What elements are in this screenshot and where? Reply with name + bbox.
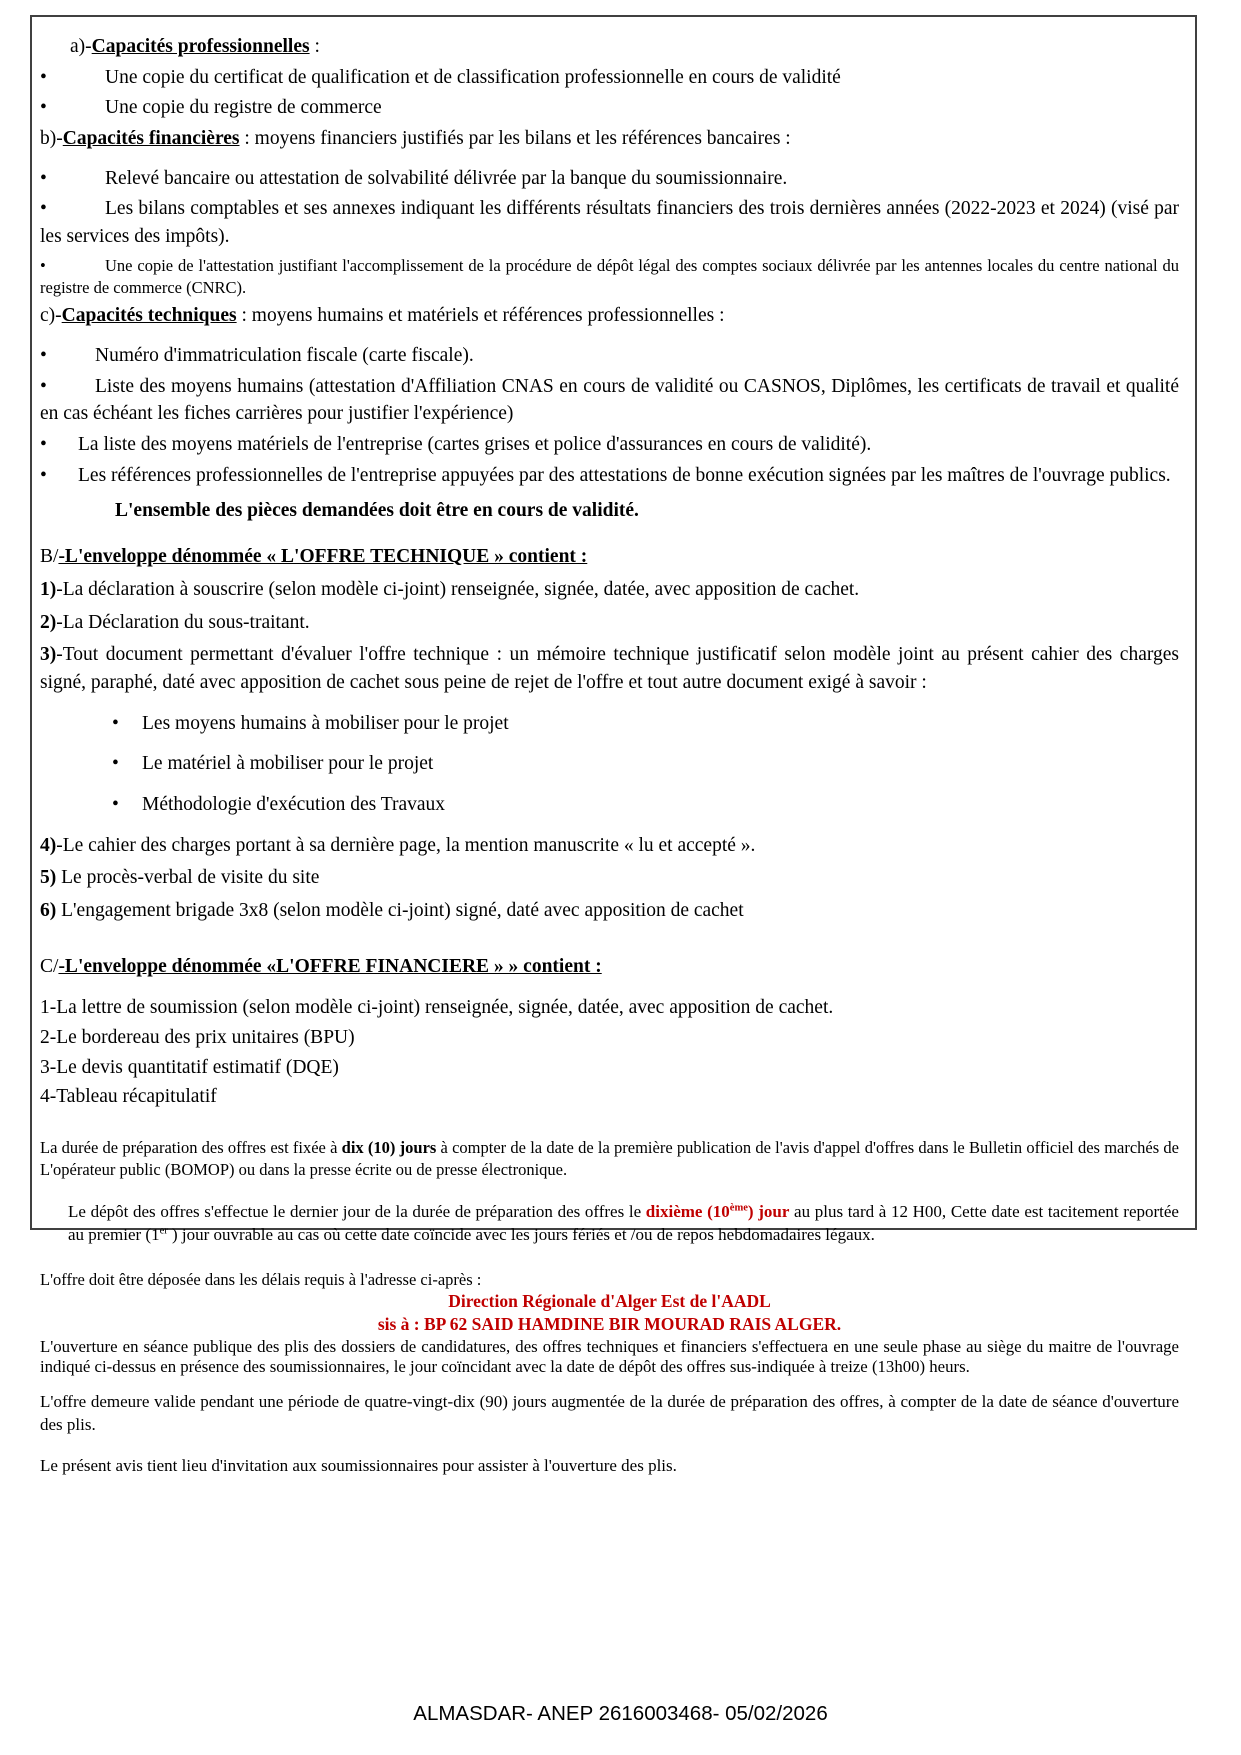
section-c-heading: [40, 302, 1179, 330]
bullet-icon: •: [40, 66, 47, 88]
numbered-item: [40, 641, 1179, 696]
list-item: [40, 255, 1179, 299]
sub-list-item-text: Les moyens humains à mobiliser pour le projet: [142, 712, 509, 734]
paragraph-text: La durée de préparation des offres est fixée à: [40, 1138, 342, 1158]
bullet-icon: •: [112, 753, 119, 775]
list-item-text: Numéro d'immatriculation fiscale (carte fiscale).: [95, 345, 474, 367]
bullet-icon: •: [112, 712, 119, 734]
section-b-heading: [40, 125, 1179, 153]
numbered-item: [40, 609, 1179, 637]
list-item-text: Une copie du registre de commerce: [105, 97, 382, 119]
numbered-item: [40, 576, 1179, 604]
list-item-text: Les références professionnelles de l'entreprise appuyées par des attestations de bonne exécution signées par les maîtres de l'ouvrage publics.: [78, 464, 1171, 486]
list-item-text: La liste des moyens matériels de l'entreprise (cartes grises et police d'assurances en cours de validité).: [78, 434, 872, 456]
section-b-prefix: b)-: [40, 128, 63, 150]
sub-list-item: [112, 710, 1179, 738]
bullet-icon: •: [40, 198, 47, 220]
validity-note: L'ensemble des pièces demandées doit être en cours de validité.: [115, 500, 639, 522]
bullet-icon: •: [40, 434, 47, 456]
item-text: -La Déclaration du sous-traitant.: [56, 611, 310, 633]
paragraph-text: Le dépôt des offres s'effectue le dernier jour de la durée de préparation des offres le: [68, 1201, 646, 1221]
item-text: -Tout document permettant d'évaluer l'offre technique : un mémoire technique justificatif selon modèle joint au présent cahier des charges signé, paraphé, daté avec apposition de cachet sous peine de rejet de l'offre et tout autre document exigé à savoir :: [40, 644, 1179, 693]
numbered-item: 3-Le devis quantitatif estimatif (DQE): [40, 1056, 339, 1078]
list-item: [40, 373, 1179, 428]
offre-financiere-title: -L'enveloppe dénommée «L'OFFRE FINANCIERE » » contient :: [58, 955, 602, 977]
list-item: [40, 165, 1179, 193]
item-number: 1): [40, 578, 57, 600]
numbered-item: 1-La lettre de soumission (selon modèle ci-joint) renseignée, signée, datée, avec apposition de cachet.: [40, 997, 834, 1019]
list-item-text: Une copie de l'attestation justifiant l'accomplissement de la procédure de dépôt légal des comptes sociaux délivrée par les antennes locales du centre national du registre de commerce (CNRC).: [40, 255, 1179, 297]
publication-footer: ALMASDAR- ANEP 2616003468- 05/02/2026: [413, 1702, 828, 1725]
address-intro-paragraph: L'offre doit être déposée dans les délais requis à l'adresse ci-après :: [40, 1269, 482, 1289]
paragraph-text: à compter de la date de la première publication de l'avis d'appel d'offres dans le Bulletin officiel des marchés de L'opérateur public (BOMOP) ou dans la presse écrite ou de presse électronique.: [40, 1138, 1179, 1179]
section-a-suffix: :: [309, 36, 320, 57]
list-item: [40, 462, 1179, 490]
offre-financiere-heading: [40, 953, 1179, 981]
numbered-item: 2-Le bordereau des prix unitaires (BPU): [40, 1027, 355, 1049]
section-a-prefix: a)-: [70, 36, 92, 57]
list-item-text: Les bilans comptables et ses annexes indiquant les différents résultats financiers des trois dernières années (2022-2023 et 2024) (visé par les services des impôts).: [40, 198, 1179, 248]
document-border-frame: [30, 15, 1197, 1475]
item-number: 6): [40, 900, 57, 922]
offre-technique-heading: [40, 543, 1179, 571]
bullet-icon: •: [40, 464, 47, 486]
list-item-text: Relevé bancaire ou attestation de solvabilité délivrée par la banque du soumissionnaire.: [105, 167, 788, 189]
section-b-suffix: : moyens financiers justifiés par les bilans et les références bancaires :: [239, 128, 791, 150]
list-item: [40, 94, 1179, 122]
list-item: [40, 342, 1179, 370]
section-b-title: Capacités financières: [62, 128, 240, 150]
sub-list-item: [112, 750, 1179, 778]
item-text: Le procès-verbal de visite du site: [56, 867, 320, 889]
item-number: 3): [40, 644, 57, 666]
section-c-suffix: : moyens humains et matériels et références professionnelles :: [236, 305, 725, 327]
list-item: [40, 64, 1179, 92]
list-item: [40, 195, 1179, 250]
numbered-item: [40, 897, 1179, 925]
item-text: -La déclaration à souscrire (selon modèle ci-joint) renseignée, signée, datée, avec apposition de cachet.: [56, 578, 860, 600]
paragraph-text: ) jour ouvrable au cas où cette date coïncide avec les jours fériés et /ou de repos hebdomadaires légaux.: [167, 1224, 875, 1244]
numbered-item: [40, 864, 1179, 892]
sub-list-item: [112, 791, 1179, 819]
section-a-title: Capacités professionnelles: [91, 36, 310, 57]
opening-session-paragraph: L'ouverture en séance publique des plis des dossiers de candidatures, des offres techniques et financiers s'effectuera en une seule phase au siège du maitre de l'ouvrage indiqué ci-dessus en présence des soumissionnaires, le jour coïncidant avec la date de dépôt des offres sus-indiquée à treize (13h00) heurs.: [40, 1336, 1179, 1376]
list-item-text: Liste des moyens humains (attestation d'Affiliation CNAS en cours de validité ou CASNOS, Diplômes, les certificats de travail et qualité en cas échéant les fiches carrières pour justifier l'expérience): [40, 375, 1179, 425]
section-a-heading: [70, 33, 1179, 61]
bullet-icon: •: [40, 167, 47, 189]
address-line-2: sis à : BP 62 SAID HAMDINE BIR MOURAD RAIS ALGER.: [377, 1314, 842, 1335]
deposit-paragraph: [68, 1201, 1179, 1247]
sub-list-item-text: Le matériel à mobiliser pour le projet: [142, 753, 434, 775]
list-item-text: Une copie du certificat de qualification et de classification professionnelle en cours de validité: [105, 66, 841, 88]
item-number: 5): [40, 867, 57, 889]
item-text: L'engagement brigade 3x8 (selon modèle ci-joint) signé, daté avec apposition de cachet: [56, 900, 744, 922]
offer-validity-paragraph: L'offre demeure valide pendant une période de quatre-vingt-dix (90) jours augmentée de la durée de préparation des offres, à compter de la date de séance d'ouverture des plis.: [40, 1391, 1179, 1434]
offre-financiere-prefix: C/: [40, 955, 59, 977]
offre-technique-prefix: B/: [40, 546, 59, 568]
bullet-icon: •: [40, 345, 47, 367]
deadline-highlight: dixième (10ème) jour: [645, 1201, 790, 1221]
paragraph-text: au plus tard à 12 H00, Cette date est tacitement reportée au premier (1: [68, 1201, 1179, 1244]
invitation-paragraph: Le présent avis tient lieu d'invitation aux soumissionnaires pour assister à l'ouverture des plis.: [40, 1455, 677, 1475]
preparation-duration-paragraph: [40, 1137, 1179, 1181]
bullet-icon: •: [40, 375, 47, 397]
offre-technique-title: -L'enveloppe dénommée « L'OFFRE TECHNIQUE » contient :: [58, 546, 588, 568]
list-item: [40, 431, 1179, 459]
sub-list-item-text: Méthodologie d'exécution des Travaux: [142, 793, 446, 815]
bullet-icon: •: [40, 255, 46, 275]
address-line-1: Direction Régionale d'Alger Est de l'AADL: [448, 1291, 771, 1312]
item-number: 2): [40, 611, 57, 633]
section-c-prefix: c)-: [40, 305, 62, 327]
item-number: 4): [40, 834, 57, 856]
duration-highlight: dix (10) jours: [341, 1138, 437, 1158]
item-text: -Le cahier des charges portant à sa dernière page, la mention manuscrite « lu et accepté ».: [56, 834, 756, 856]
numbered-item: [40, 832, 1179, 860]
bullet-icon: •: [112, 793, 119, 815]
ordinal-superscript: er: [159, 1224, 168, 1236]
bullet-icon: •: [40, 97, 47, 119]
section-c-title: Capacités techniques: [61, 305, 237, 327]
numbered-item: 4-Tableau récapitulatif: [40, 1086, 217, 1108]
